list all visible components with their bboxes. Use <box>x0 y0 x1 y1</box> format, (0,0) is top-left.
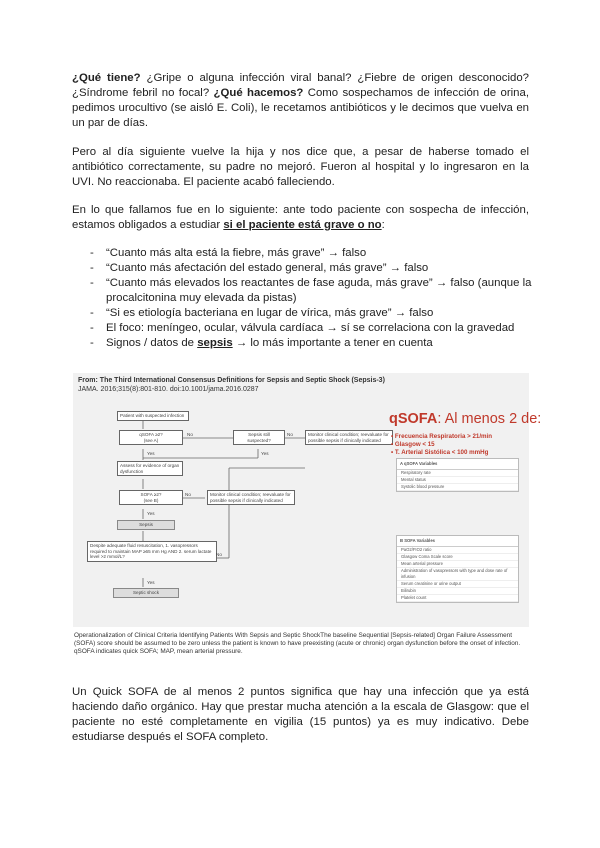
flow-assess-organ: Assess for evidence of organ dysfunction <box>117 461 183 476</box>
list-item: • T. Arterial Sistólica < 100 mmHg <box>391 449 492 457</box>
sepsis-figure <box>73 373 542 627</box>
qsofa-title: qSOFA: Al menos 2 de: <box>389 411 542 427</box>
paragraph-quick-sofa: Un Quick SOFA de al menos 2 puntos significa que hay una infección que ya está haciendo daño orgánico. Hay que prestar mucha atención a la escala de Glasgow: que el paciente no esté completamente en vigilia (15 puntos) ya es muy indicativo. Debe estudiarse después el SOFA completo. <box>72 686 529 743</box>
flow-shock-criteria: Despite adequate fluid resuscitation, 1. vasopressors required to maintain MAP ≥65 mm Hg AND 2. serum lactate level >2 mmol/L? <box>87 541 217 562</box>
figure-source: From: The Third International Consensus Definitions for Sepsis and Septic Shock (Sepsis-3) JAMA. 2016;315(8):801-810. doi:10.1001/jama.2016.0287 <box>78 377 385 393</box>
list-item: - “Cuanto más elevados los reactantes de fase aguda, más grave” → falso (aunque la procalcitonina muy elevada da pistas) <box>90 277 532 304</box>
flow-no-label: No <box>185 492 191 497</box>
list-item: - Signos / datos de sepsis → lo más importante a tener en cuenta <box>90 337 433 349</box>
flow-septic-shock: Septic shock <box>113 588 179 598</box>
list-item: - “Cuanto más afectación del estado general, más grave” → falso <box>90 262 429 274</box>
flow-yes-label: Yes <box>147 511 155 516</box>
flow-yes-label: Yes <box>261 451 269 456</box>
flow-no-label: No <box>216 552 222 557</box>
flow-yes-label: Yes <box>147 580 155 585</box>
paragraph-evolution: Pero al día siguiente vuelve la hija y nos dice que, a pesar de haberse tomado el antibiótico correctamente, su padre no mejoró. Fueron al hospital y lo ingresaron en la UVI. No reaccionaba. El paciente acabó falleciendo. <box>72 146 529 188</box>
qsofa-variables-panel: A qSOFA Variables Respiratory rate Mental status Systolic blood pressure <box>396 458 519 492</box>
flow-monitor-2: Monitor clinical condition; reevaluate for possible sepsis if clinically indicated <box>207 490 295 505</box>
flow-qsofa-check: qSOFA ≥2? (see A) <box>119 430 183 445</box>
list-item: - “Cuanto más alta está la fiebre, más grave” → falso <box>90 247 367 259</box>
figure-caption: Operationalization of Clinical Criteria Identifying Patients With Sepsis and Septic ShockThe baseline Sequential [Sepsis-related] Organ Failure Assessment (SOFA) score should be assumed to be zero unless the patient is known to have preexisting (acute or chronic) organ dysfunction before the onset of infection. qSOFA indicates quick SOFA; MAP, mean arterial pressure. <box>74 632 521 655</box>
flow-no-label: No <box>287 432 293 437</box>
paragraph-que-tiene: ¿Qué tiene? ¿Gripe o alguna infección viral banal? ¿Fiebre de origen desconocido? ¿Síndrome febril no focal? ¿Qué hacemos? Como sospechamos de infección de orina, pedimos urocultivo (se aisló E. Coli), le recetamos antibióticos y le decimos que vuelva en un par de días. <box>72 72 529 129</box>
flow-sofa-check: SOFA ≥2? (see B) <box>119 490 183 505</box>
qsofa-criteria-list <box>391 433 492 457</box>
list-item: • Frecuencia Respiratoria > 21/min <box>391 433 492 441</box>
flow-sepsis-suspected: Sepsis still suspected? <box>233 430 285 445</box>
myths-list <box>72 246 532 351</box>
list-item: - “Si es etiología bacteriana en lugar de vírica, más grave” → falso <box>90 307 434 319</box>
flow-no-label: No <box>187 432 193 437</box>
sepsis-term: sepsis <box>197 337 233 349</box>
flow-sepsis: Sepsis <box>117 520 175 530</box>
flow-monitor-1: Monitor clinical condition; reevaluate for possible sepsis if clinically indicated <box>305 430 393 445</box>
sofa-variables-panel: B SOFA Variables PaO2/FIO2 ratio Glasgow Coma Scale score Mean arterial pressure Administration of vasopressors with type and dose rate of infusion Serum creatinine or urine output Bilirubin Platelet count <box>396 535 519 603</box>
emphasis-grave: si el paciente está grave o no <box>223 219 382 231</box>
flow-yes-label: Yes <box>147 451 155 456</box>
paragraph-failure: En lo que fallamos fue en lo siguiente: ante todo paciente con sospecha de infección, estamos obligados a estudiar si el paciente está grave o no: <box>72 204 529 231</box>
flow-suspected-infection: Patient with suspected infection <box>117 411 189 421</box>
list-item: • Glasgow < 15 <box>391 441 492 449</box>
list-item: - El foco: meníngeo, ocular, válvula cardíaca → sí se correlaciona con la gravedad <box>90 322 515 334</box>
